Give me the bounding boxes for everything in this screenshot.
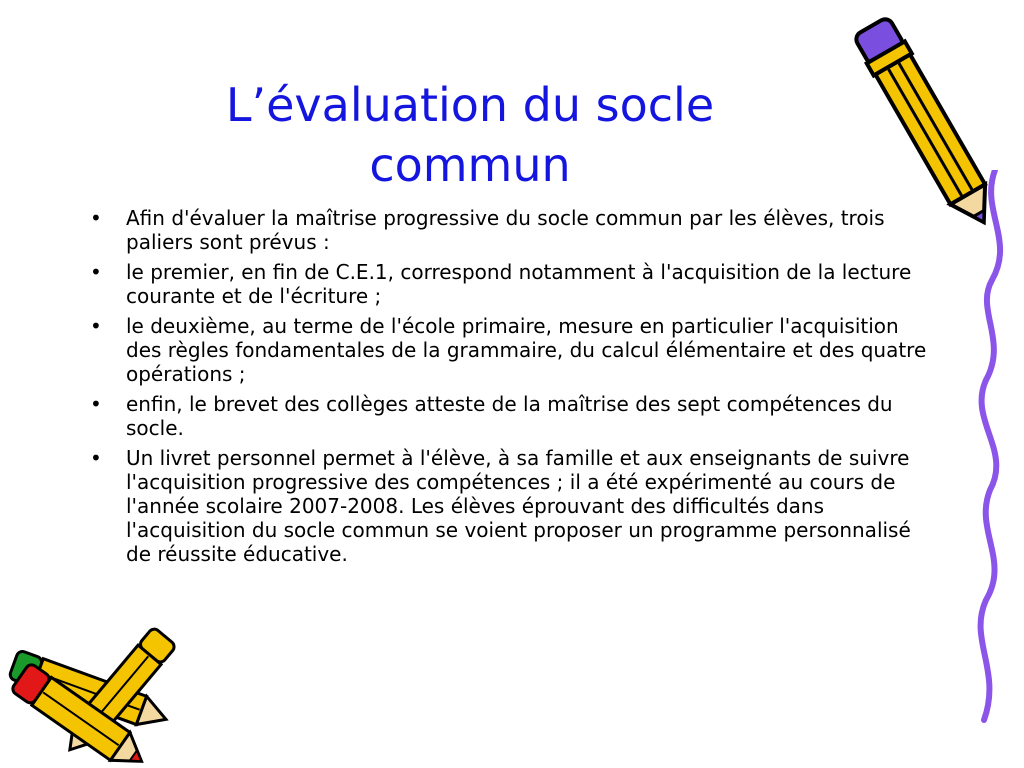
pencils-bottom-left-icon: [0, 610, 220, 768]
bullet-text: enfin, le brevet des collèges atteste de la maîtrise des sept compétences du socle.: [126, 392, 893, 440]
bullet-text: Un livret personnel permet à l'élève, à sa famille et aux enseignants de suivre l'acquisition progressive des compétences ; il a été expérimenté au cours de l'année scolaire 2007-2008. Les élèves éprouvant des difficultés dans l'acquisition du socle commun se voient proposer un programme personnalisé de réussite éducative.: [126, 446, 911, 566]
bullet-dot: •: [90, 392, 102, 416]
bullet-item: [90, 446, 940, 566]
bullet-dot: •: [90, 314, 102, 338]
title-line-2: commun: [369, 137, 571, 192]
slide-title: [120, 75, 820, 195]
bullet-text: le deuxième, au terme de l'école primaire, mesure en particulier l'acquisition des règles fondamentales de la grammaire, du calcul élémentaire et des quatre opérations ;: [126, 314, 927, 386]
bullet-item: [90, 314, 940, 386]
bullet-dot: •: [90, 206, 102, 230]
bullet-text: Afin d'évaluer la maîtrise progressive du socle commun par les élèves, trois paliers sont prévus :: [126, 206, 885, 254]
squiggle-line-icon: [930, 170, 1024, 730]
bullet-list: [90, 206, 940, 572]
bullet-item: [90, 392, 940, 440]
bullet-dot: •: [90, 260, 102, 284]
bullet-item: [90, 206, 940, 254]
bullet-dot: •: [90, 446, 102, 470]
bullet-item: [90, 260, 940, 308]
title-line-1: L’évaluation du socle: [225, 77, 715, 132]
bullet-text: le premier, en fin de C.E.1, correspond notamment à l'acquisition de la lecture courante et de l'écriture ;: [126, 260, 912, 308]
